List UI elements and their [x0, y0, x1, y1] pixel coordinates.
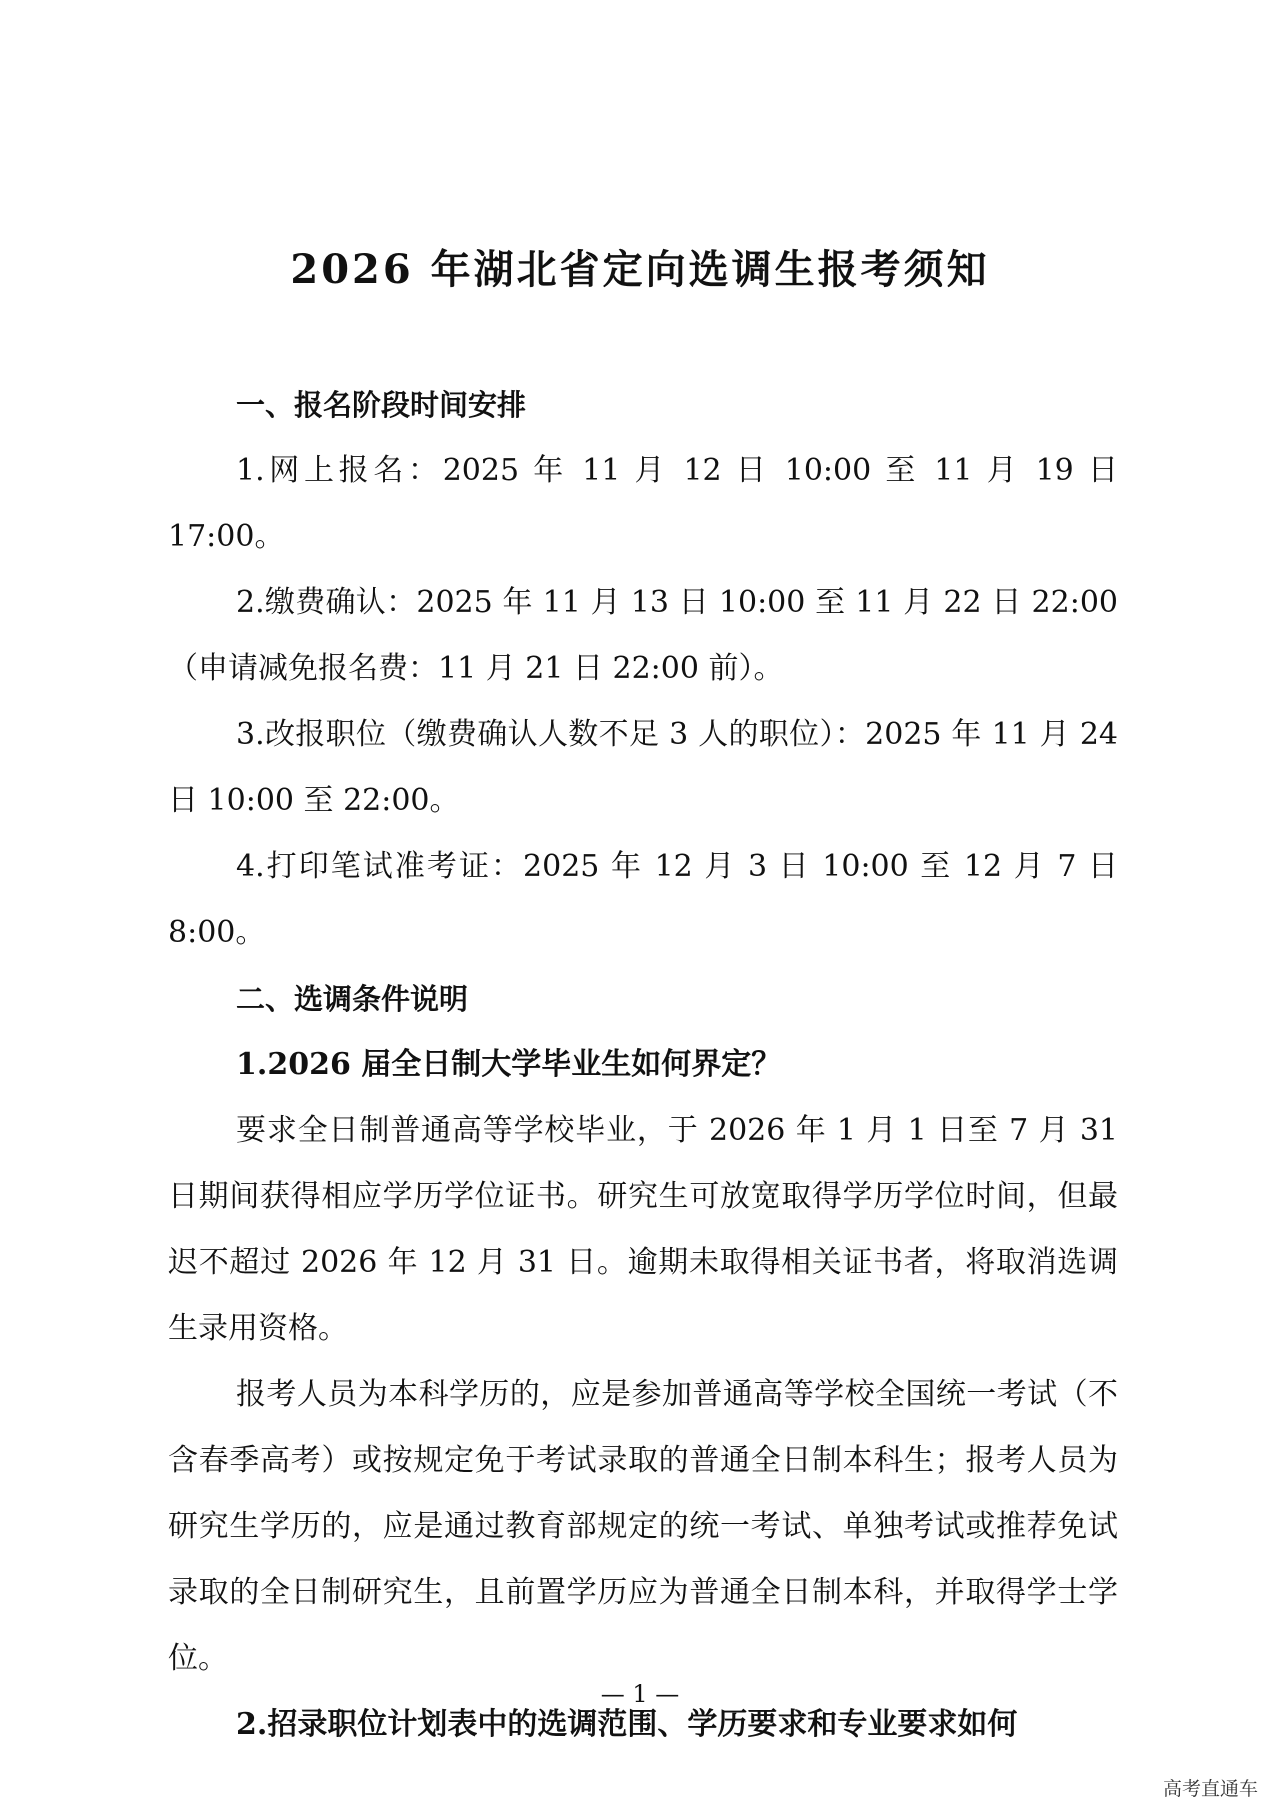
document-title: 2026 年湖北省定向选调生报考须知 [290, 246, 990, 293]
paragraph-payment-confirmation: 2.缴费确认：2025 年 11 月 13 日 10:00 至 11 月 22 日 22:00（申请减免报名费：11 月 21 日 22:00 前）。 [168, 585, 1118, 686]
document-body [168, 372, 1118, 1758]
question-heading-graduate-definition: 1.2026 届全日制大学毕业生如何界定？ [236, 1047, 782, 1082]
paragraph-print-admission-ticket: 4.打印笔试准考证：2025 年 12 月 3 日 10:00 至 12 月 7 日 8:00。 [168, 849, 1118, 950]
paragraph-education-requirement: 报考人员为本科学历的，应是参加普通高等学校全国统一考试（不含春季高考）或按规定免于考试录取的普通全日制本科生；报考人员为研究生学历的，应是通过教育部规定的统一考试、单独考试或推荐免试录取的全日制研究生，且前置学历应为普通全日制本科，并取得学士学位。 [168, 1377, 1118, 1676]
paragraph-graduation-requirement: 要求全日制普通高等学校毕业，于 2026 年 1 月 1 日至 7 月 31 日期间获得相应学历学位证书。研究生可放宽取得学历学位时间，但最迟不超过 2026 年 12 月 31 日。逾期未取得相关证书者，将取消选调生录用资格。 [168, 1113, 1118, 1346]
section-heading-schedule: 一、报名阶段时间安排 [236, 388, 527, 422]
paragraph-online-registration: 1.网上报名：2025 年 11 月 12 日 10:00 至 11 月 19 日 17:00。 [168, 453, 1118, 554]
question-heading-position-requirements: 2.招录职位计划表中的选调范围、学历要求和专业要求如何 [236, 1707, 1018, 1742]
paragraph-change-position: 3.改报职位（缴费确认人数不足 3 人的职位）：2025 年 11 月 24 日 10:00 至 22:00。 [168, 717, 1118, 818]
watermark-text: 高考直通车 [1162, 1778, 1258, 1800]
page-number: — 1 — [600, 1680, 680, 1708]
section-heading-conditions: 二、选调条件说明 [236, 982, 469, 1016]
